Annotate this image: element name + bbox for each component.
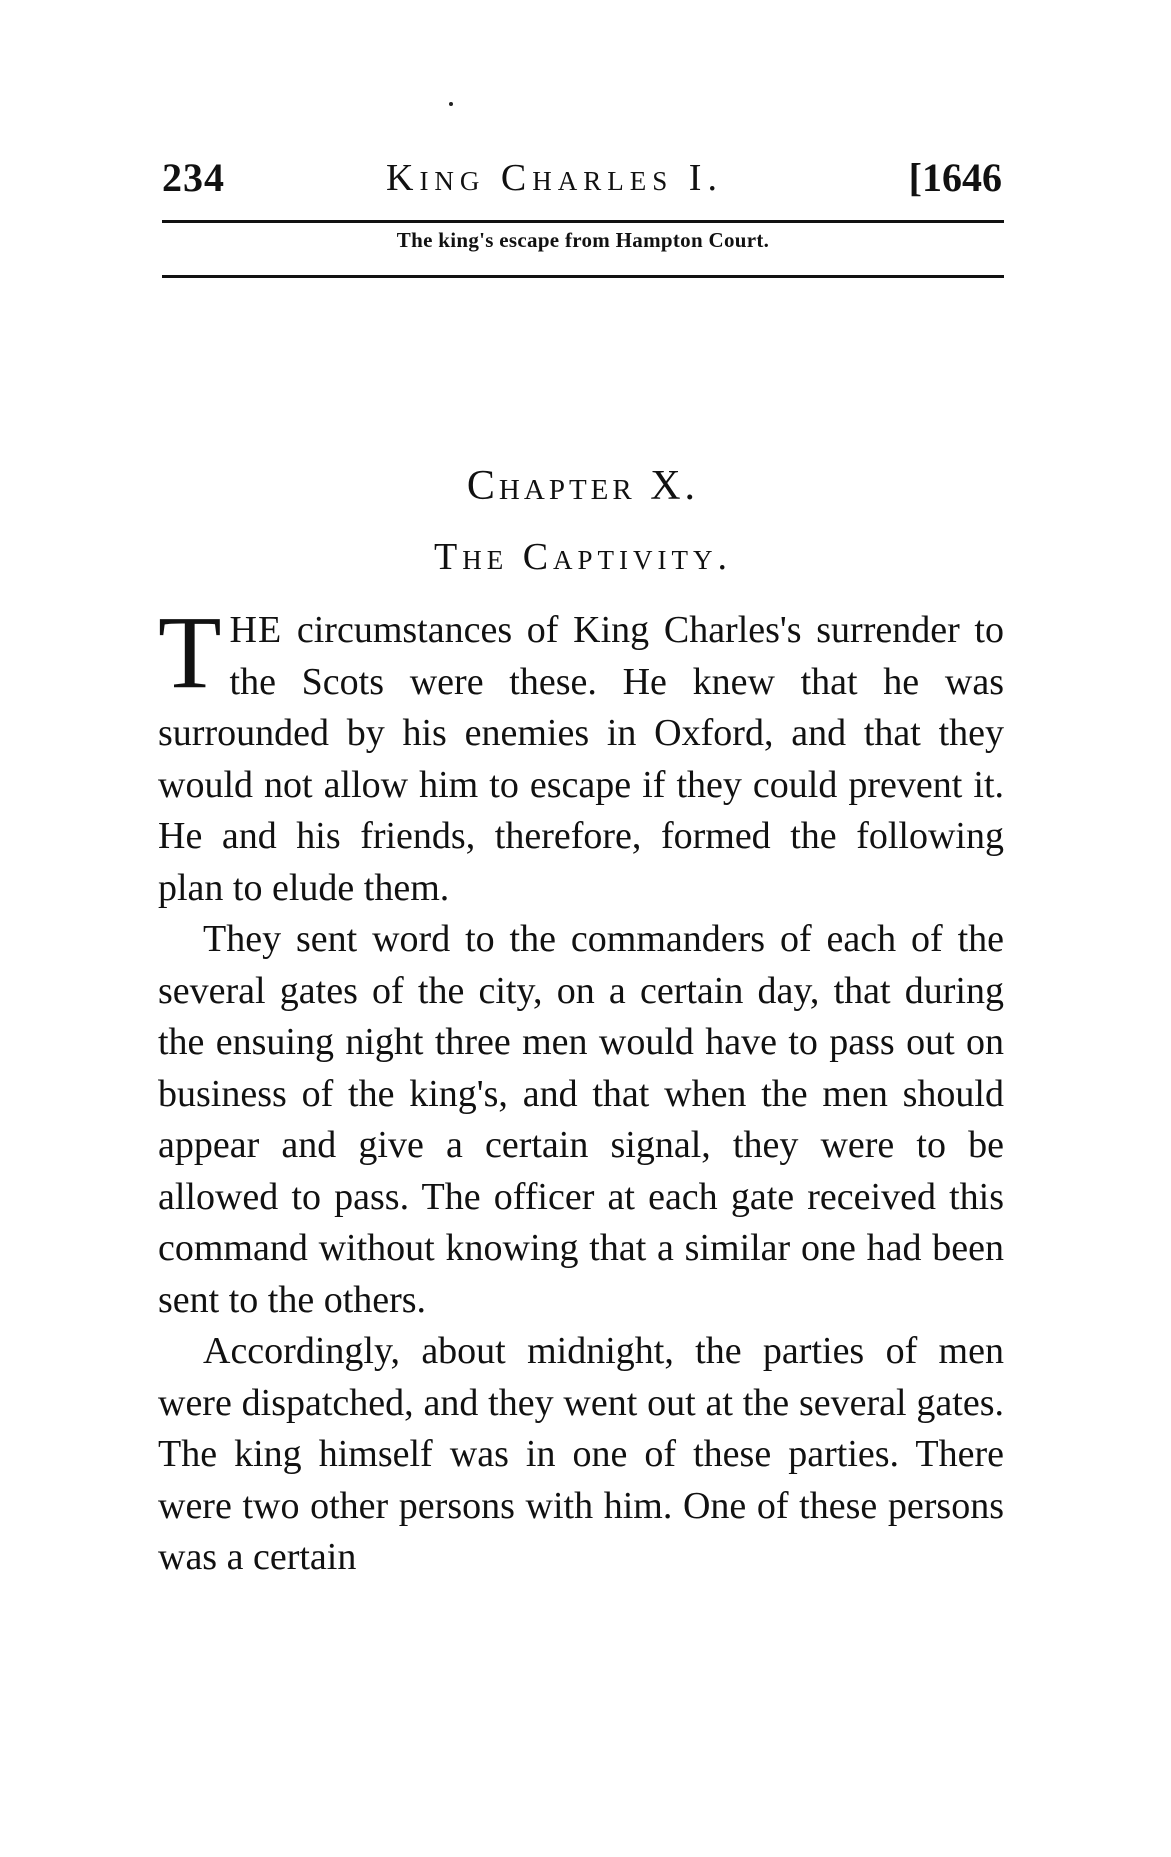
- body-text: [158, 595, 1004, 1584]
- drop-cap: T: [158, 595, 222, 710]
- paragraph-1: [158, 595, 1004, 914]
- chapter-title: The Captivity.: [433, 536, 733, 578]
- running-head: King Charles I.: [386, 157, 723, 199]
- paragraph-2: They sent word to the commanders of each of the several gates of the city, on a certain day, that during the ensuing night three men would have to pass out on business of the king's, and that when the men should appear and give a certain signal, they were to be allowed to pass. The officer at each gate received this command without knowing that a similar one had been sent to the others.: [158, 918, 1004, 1321]
- first-word-rest: HE: [229, 609, 283, 651]
- header-rule-bottom: [162, 275, 1004, 278]
- paragraph-1-text: circumstances of King Charles's surrender to the Scots were these. He knew that he was surrounded by his enemies in Oxford, and that they would not allow him to escape if they could prevent it. He and his friends, therefore, formed the following plan to elude them.: [158, 609, 1004, 909]
- header-rule-top: [162, 220, 1004, 223]
- page-number: 234: [162, 155, 225, 200]
- paragraph-3: Accordingly, about midnight, the parties of men were dispatched, and they went out at the several gates. The king himself was in one of these parties. There were two other persons with him. One of these persons was a certain: [158, 1330, 1004, 1578]
- header-year: [1646: [908, 155, 1002, 200]
- chapter-heading: Chapter X.: [466, 463, 700, 509]
- ink-speck: [449, 102, 453, 106]
- page-subtitle: The king's escape from Hampton Court.: [396, 228, 770, 252]
- page-header: [162, 154, 1002, 214]
